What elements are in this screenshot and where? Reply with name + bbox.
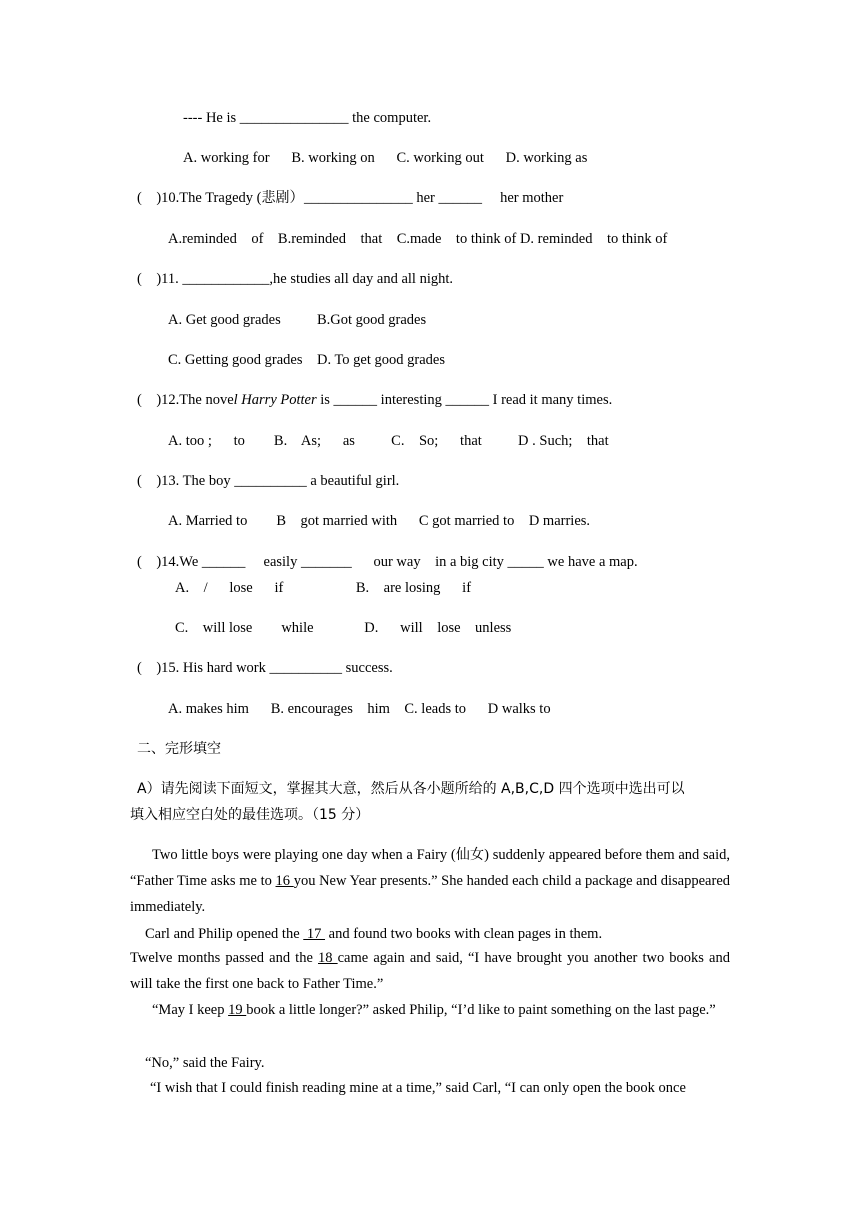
q14-options-1: A. / lose if B. are losing if xyxy=(175,580,472,596)
q14-options-2: C. will lose while D. will lose unless xyxy=(175,620,512,636)
q11-bracket: ( ) xyxy=(137,271,162,287)
passage-paragraph-4: “May I keep 19 book a little longer?” asked Philip, “I’d like to paint something on the last page.” xyxy=(152,1002,716,1018)
blank-18: 18 xyxy=(318,950,338,966)
q11-options-2: C. Getting good grades D. To get good grades xyxy=(168,352,445,368)
q12-bracket: ( ) xyxy=(137,392,162,408)
q13-stem: 13. The boy __________ a beautiful girl. xyxy=(161,473,400,489)
passage-paragraph-5: “No,” said the Fairy. xyxy=(145,1055,265,1071)
q14-line xyxy=(137,553,638,571)
blank-19: 19 xyxy=(228,1002,247,1018)
q15-line xyxy=(137,659,393,677)
q10-stem-post: ）_______________ her ______ her mother xyxy=(289,190,564,206)
q12-line xyxy=(137,391,612,409)
q13-options: A. Married to B got married with C got married to D marries. xyxy=(168,513,591,529)
q10-stem-pre: 10.The Tragedy ( xyxy=(161,190,262,206)
q12-stem-post: is ______ interesting ______ I read it many times. xyxy=(316,392,613,408)
passage-paragraph-6: “I wish that I could finish reading mine at a time,” said Carl, “I can only open the book once xyxy=(150,1080,686,1096)
q12-stem-pre: 12.The nove xyxy=(161,392,234,408)
q10-bracket: ( ) xyxy=(137,190,162,206)
q13-bracket: ( ) xyxy=(137,473,162,489)
q14-stem: 14.We ______ easily _______ our way in a big city _____ we have a map. xyxy=(161,554,638,570)
q15-stem: 15. His hard work __________ success. xyxy=(161,660,393,676)
q11-stem: 11. ____________,he studies all day and all night. xyxy=(161,271,454,287)
passage-paragraph-2: Carl and Philip opened the 17 and found two books with clean pages in them. xyxy=(145,926,603,942)
passage-paragraph-1: Two little boys were playing one day when a Fairy (仙女) suddenly appeared before them and said, “Father Time asks me to 16 you New Year presents.” She handed each child a package and disappeared immediately. xyxy=(130,847,731,915)
q15-bracket: ( ) xyxy=(137,660,162,676)
q9-stem: ---- He is _______________ the computer. xyxy=(183,110,432,126)
q14-bracket: ( ) xyxy=(137,554,162,570)
blank-17: 17 xyxy=(303,926,326,942)
q10-line xyxy=(137,189,563,207)
q10-options: A.reminded of B.reminded that C.made to think of D. reminded to think of xyxy=(168,231,668,247)
q10-stem-cn: 悲剧 xyxy=(261,190,290,206)
q13-line xyxy=(137,472,399,490)
q15-options: A. makes him B. encourages him C. leads to D walks to xyxy=(168,701,551,717)
q12-options: A. too ; to B. As; as C. So; that D . Such; that xyxy=(168,433,609,449)
q12-stem-italic: l Harry Potter xyxy=(233,392,317,408)
blank-16: 16 xyxy=(275,873,294,889)
section2-instruction-1: A）请先阅读下面短文，掌握其大意，然后从各小题所给的 A,B,C,D 四个选项中选出可以 xyxy=(137,781,685,797)
section2-heading: 二、完形填空 xyxy=(137,741,221,757)
passage-paragraph-3: Twelve months passed and the 18 came again and said, “I have brought you another two books and will take the first one back to Father Time.” xyxy=(130,950,730,992)
q11-options-1: A. Get good grades B.Got good grades xyxy=(168,312,427,328)
section2-instruction-2: 填入相应空白处的最佳选项。（15 分） xyxy=(130,807,370,823)
q11-line xyxy=(137,270,453,288)
q9-options: A. working for B. working on C. working out D. working as xyxy=(183,150,588,166)
